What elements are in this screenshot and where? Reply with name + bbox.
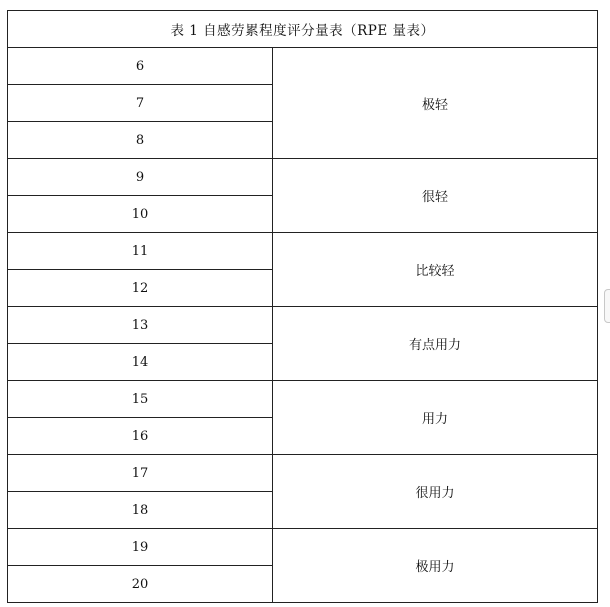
level-cell: 极用力 [273,529,598,603]
level-cell: 很轻 [273,159,598,233]
table-row [8,529,598,566]
side-panel-handle[interactable] [604,289,610,323]
rpe-table [7,10,598,603]
score-cell: 6 [8,48,273,85]
score-cell: 14 [8,344,273,381]
table-row [8,307,598,344]
score-cell: 20 [8,566,273,603]
score-cell: 12 [8,270,273,307]
score-cell: 8 [8,122,273,159]
score-cell: 19 [8,529,273,566]
score-cell: 13 [8,307,273,344]
level-cell: 用力 [273,381,598,455]
table-row [8,455,598,492]
table-row [8,159,598,196]
level-cell: 很用力 [273,455,598,529]
score-cell: 9 [8,159,273,196]
score-cell: 17 [8,455,273,492]
level-cell: 比较轻 [273,233,598,307]
table-title: 表 1 自感劳累程度评分量表（RPE 量表） [8,11,598,48]
score-cell: 15 [8,381,273,418]
score-cell: 16 [8,418,273,455]
table-row [8,381,598,418]
score-cell: 7 [8,85,273,122]
table-row [8,233,598,270]
level-cell: 有点用力 [273,307,598,381]
table-row [8,48,598,85]
level-cell: 极轻 [273,48,598,159]
score-cell: 18 [8,492,273,529]
table-title-row [8,11,598,48]
score-cell: 11 [8,233,273,270]
score-cell: 10 [8,196,273,233]
